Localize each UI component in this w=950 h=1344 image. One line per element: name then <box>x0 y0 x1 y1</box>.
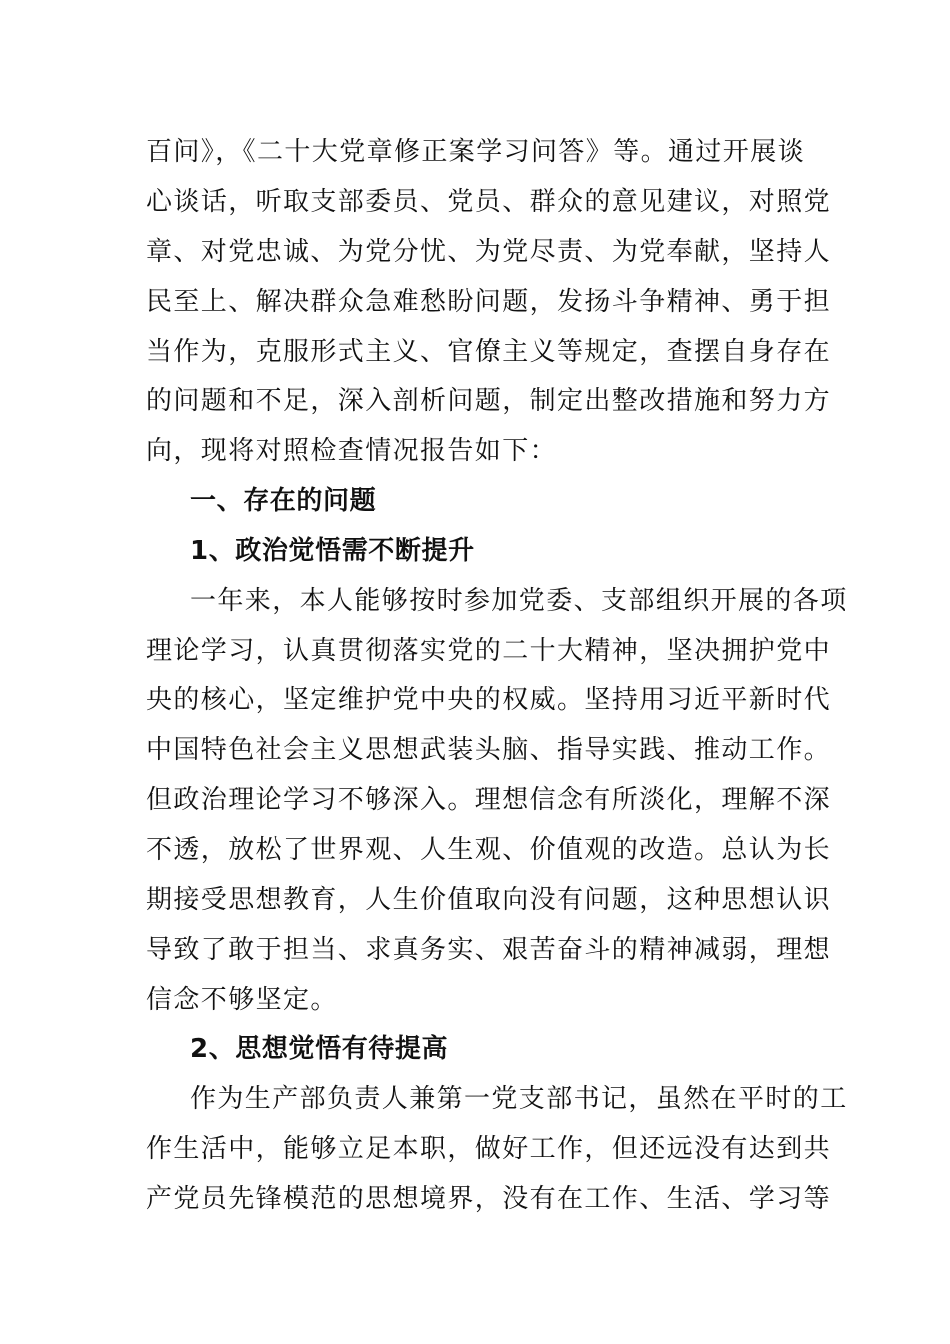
body-text-line: 央的核心，坚定维护党中央的权威。坚持用习近平新时代 <box>146 685 832 715</box>
body-text-line: 百问》，《二十大党章修正案学习问答》等。通过开展谈 <box>146 137 806 167</box>
body-text-line: 心谈话，听取支部委员、党员、群众的意见建议，对照党 <box>146 187 832 217</box>
body-text-line: 信念不够坚定。 <box>146 985 338 1015</box>
body-text-line: 当作为，克服形式主义、官僚主义等规定，查摆自身存在 <box>146 337 832 367</box>
body-text-line: 章、对党忠诚、为党分忧、为党尽责、为党奉献，坚持人 <box>146 237 832 267</box>
body-text-line: 但政治理论学习不够深入。理想信念有所淡化，理解不深 <box>146 785 832 815</box>
subsection-heading: 1、政治觉悟需不断提升 <box>190 536 475 566</box>
body-text-line: 导致了敢于担当、求真务实、艰苦奋斗的精神减弱，理想 <box>146 935 832 965</box>
body-text-line: 的问题和不足，深入剖析问题，制定出整改措施和努力方 <box>146 386 832 416</box>
body-text-line: 产党员先锋模范的思想境界，没有在工作、生活、学习等 <box>146 1184 832 1214</box>
body-text-line: 作生活中，能够立足本职，做好工作，但还远没有达到共 <box>146 1134 832 1164</box>
section-heading: 一、存在的问题 <box>190 486 377 516</box>
body-text-line: 理论学习，认真贯彻落实党的二十大精神，坚决拥护党中 <box>146 636 832 666</box>
body-text-line: 向，现将对照检查情况报告如下： <box>146 436 558 466</box>
body-text-line: 作为生产部负责人兼第一党支部书记，虽然在平时的工 <box>190 1084 848 1114</box>
body-text-line: 中国特色社会主义思想武装头脑、指导实践、推动工作。 <box>146 735 832 765</box>
body-text-line: 不透，放松了世界观、人生观、价值观的改造。总认为长 <box>146 835 832 865</box>
body-text-line: 一年来，本人能够按时参加党委、支部组织开展的各项 <box>190 586 848 616</box>
body-text-line: 期接受思想教育，人生价值取向没有问题，这种思想认识 <box>146 885 832 915</box>
subsection-heading: 2、思想觉悟有待提高 <box>190 1034 449 1064</box>
body-text-line: 民至上、解决群众急难愁盼问题，发扬斗争精神、勇于担 <box>146 287 832 317</box>
